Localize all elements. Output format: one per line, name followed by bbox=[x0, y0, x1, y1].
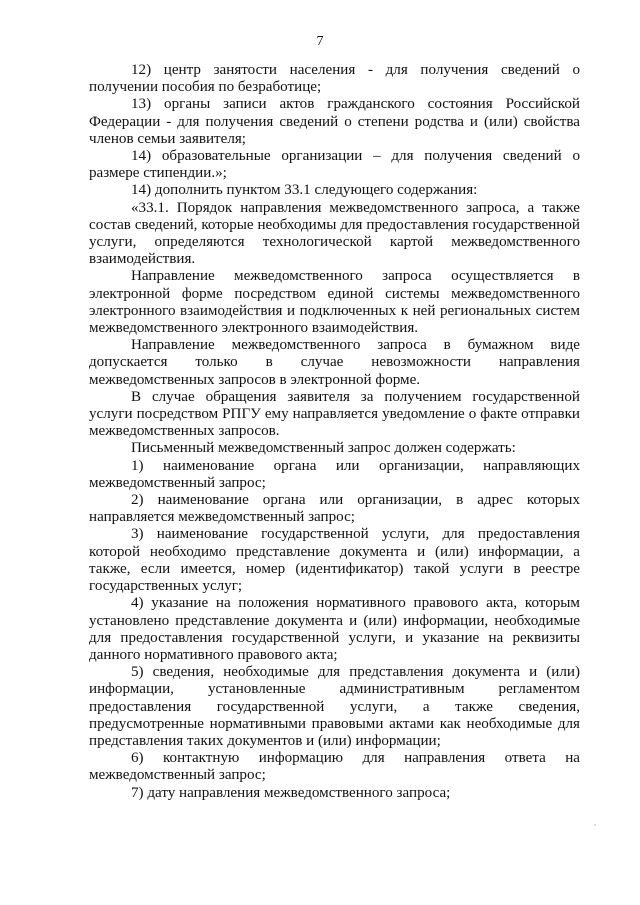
list-item-2: 2) наименование органа или организации, в адрес которых направляется межведомственный запрос; bbox=[89, 492, 580, 526]
paragraph-written-request-contents: Письменный межведомственный запрос должен содержать: bbox=[131, 440, 516, 457]
paragraph-clause-33-1: «33.1. Порядок направления межведомственного запроса, а также состав сведений, которые необходимы для предоставления государственной услуги, определяются технологической картой межведомственного взаимодействия. bbox=[89, 199, 580, 268]
paragraph-notification: В случае обращения заявителя за получением государственной услуги посредством РПГУ ему направляется уведомление о факте отправки межведомственных запросов. bbox=[89, 388, 580, 440]
paragraph-electronic-request: Направление межведомственного запроса осуществляется в электронной форме посредством единой системы межведомственного электронного взаимодействия и подключенных к ней региональных систем межведомственного электронного взаимодействия. bbox=[89, 268, 580, 337]
paragraph-amendment-14: 14) дополнить пунктом 33.1 следующего содержания: bbox=[131, 182, 478, 199]
scan-artifact bbox=[594, 824, 596, 826]
list-item-6: 6) контактную информацию для направления ответа на межведомственный запрос; bbox=[89, 750, 580, 784]
paragraph-item-12: 12) центр занятости населения - для получения сведений о получении пособия по безработице; bbox=[89, 62, 580, 96]
paragraph-item-14: 14) образовательные организации – для получения сведений о размере стипендии.»; bbox=[89, 148, 580, 182]
paragraph-paper-request: Направление межведомственного запроса в бумажном виде допускается только в случае невозможности направления межведомственных запросов в электронной форме. bbox=[89, 337, 580, 388]
list-item-1: 1) наименование органа или организации, направляющих межведомственный запрос; bbox=[89, 457, 580, 491]
page-number: 7 bbox=[316, 34, 324, 49]
document-body bbox=[89, 62, 580, 802]
list-item-3: 3) наименование государственной услуги, для предоставления которой необходимо представление документа и (или) информации, а также, если имеется, номер (идентификатор) такой услуги в реестре государственных услуг; bbox=[89, 526, 580, 595]
list-item-4: 4) указание на положения нормативного правового акта, которым установлено представление документа и (или) информации, необходимые для предоставления государственной услуги, и указание на реквизиты данного нормативного правового акта; bbox=[89, 595, 580, 663]
list-item-7: 7) дату направления межведомственного запроса; bbox=[131, 784, 451, 801]
paragraph-item-13: 13) органы записи актов гражданского состояния Российской Федерации - для получения сведений о степени родства и (или) свойства членов семьи заявителя; bbox=[89, 96, 580, 147]
list-item-5: 5) сведения, необходимые для представления документа и (или) информации, установленные административным регламентом предоставления государственной услуги, а также сведения, предусмотренные нормативными правовыми актами как необходимые для представления таких документов и (или) информации; bbox=[89, 664, 580, 749]
